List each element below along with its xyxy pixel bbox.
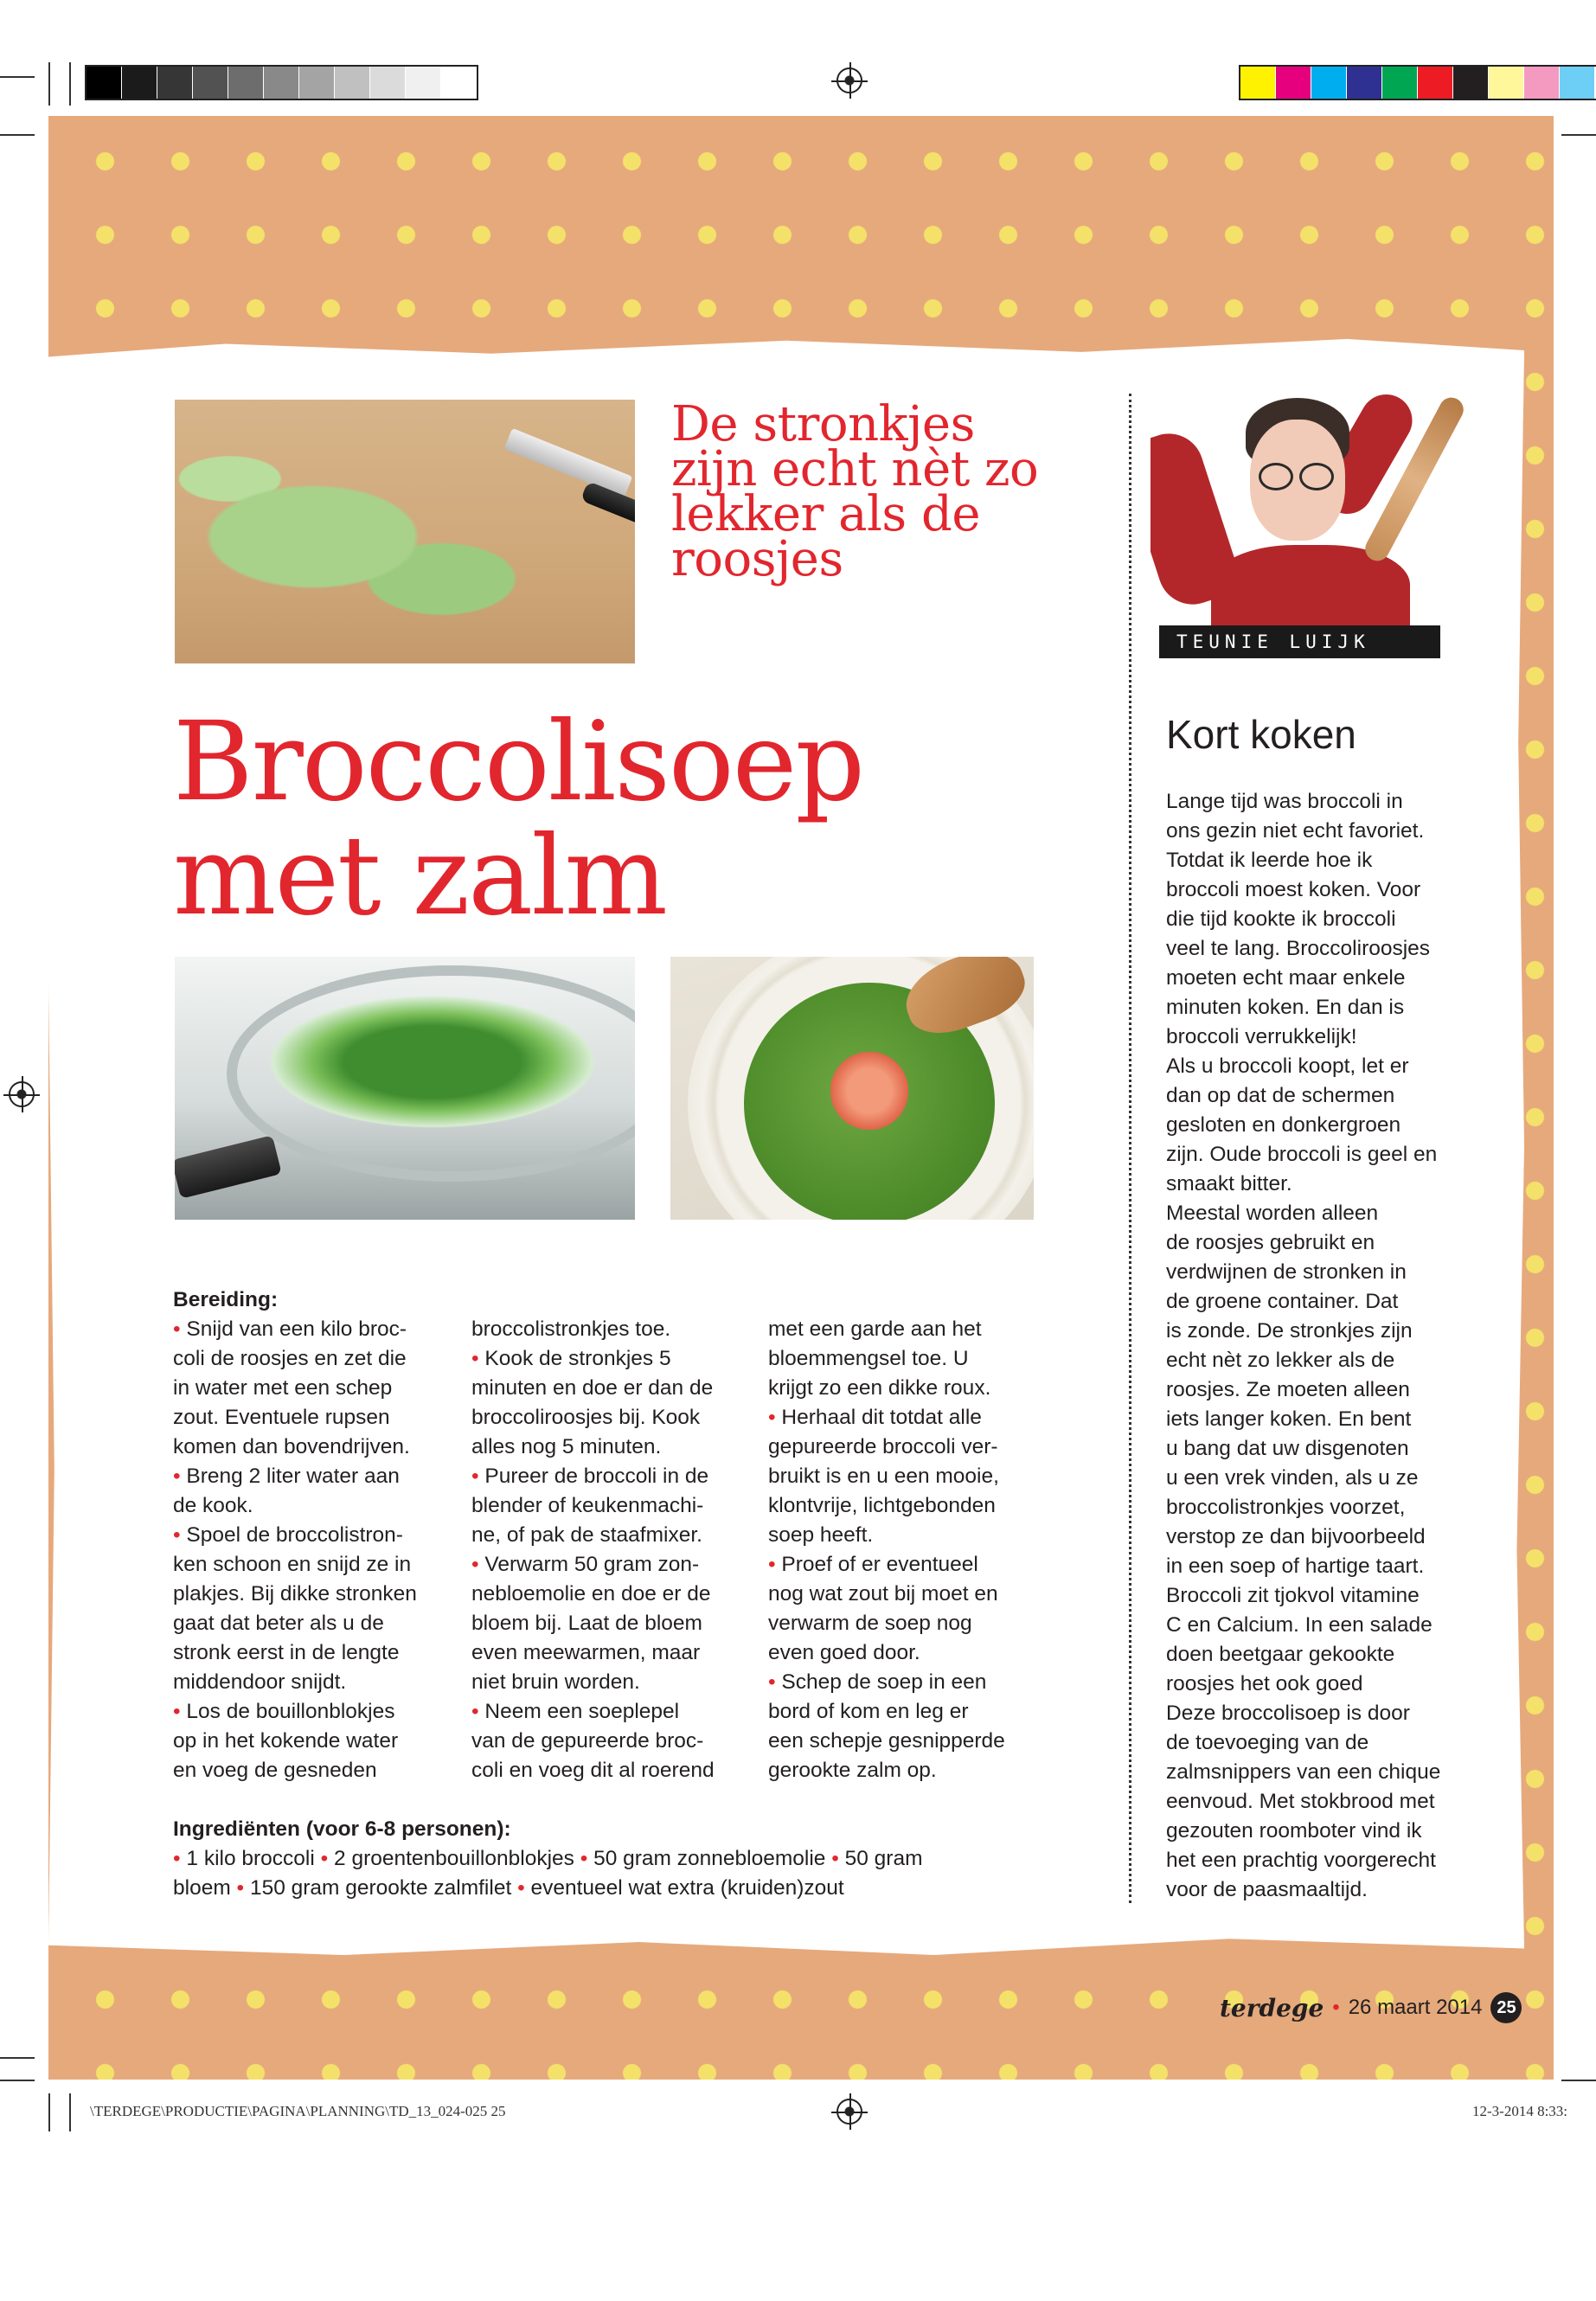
- column-line: is zonde. De stronkjes zijn: [1166, 1319, 1413, 1343]
- line-text: verwarm de soep nog: [768, 1612, 972, 1635]
- preparation-line: [768, 1697, 1005, 1727]
- column-line: verstop ze dan bijvoorbeeld: [1166, 1525, 1426, 1548]
- grey-swatch: [122, 67, 157, 99]
- preparation-column: [768, 1315, 1005, 1785]
- bullet-icon: •: [471, 1700, 485, 1723]
- preparation-line: [471, 1491, 715, 1521]
- preparation-line: [768, 1638, 1005, 1668]
- line-text: Verwarm 50 gram zon-: [484, 1553, 700, 1576]
- column-line: de roosjes gebruikt en: [1166, 1231, 1375, 1254]
- line-text: 150 gram gerookte zalmfilet: [249, 1876, 518, 1900]
- color-swatch: [1276, 67, 1311, 99]
- preparation-line: [173, 1697, 417, 1727]
- registration-mark-icon: [836, 2099, 862, 2125]
- preparation-line: [768, 1580, 1005, 1609]
- column-line: het een prachtig voorgerecht: [1166, 1849, 1436, 1872]
- preparation-line: [471, 1462, 715, 1491]
- article-title-line: met zalm: [173, 812, 667, 939]
- line-text: Neem een soeplepel: [484, 1700, 680, 1723]
- line-text: een schepje gesnipperde: [768, 1729, 1005, 1753]
- author-credit-bar: TEUNIE LUIJK: [1159, 625, 1440, 658]
- salmon-garnish-icon: [830, 1052, 908, 1130]
- preparation-line: [471, 1638, 715, 1668]
- preparation-column: [173, 1315, 417, 1785]
- preparation-line: [768, 1374, 1005, 1403]
- broccoli-pot-photo: [175, 957, 635, 1220]
- crop-mark: [0, 2057, 35, 2059]
- line-text: krijgt zo een dikke roux.: [768, 1376, 991, 1400]
- line-text: Pureer de broccoli in de: [484, 1465, 709, 1488]
- line-text: op in het kokende water: [173, 1729, 399, 1753]
- line-text: van de gepureerde broc-: [471, 1729, 704, 1753]
- color-swatch: [1240, 67, 1276, 99]
- preparation-line: [471, 1609, 715, 1638]
- line-text: Herhaal dit totdat alle: [781, 1406, 982, 1429]
- column-line: doen beetgaar gekookte: [1166, 1643, 1395, 1666]
- line-text: alles nog 5 minuten.: [471, 1435, 662, 1458]
- registration-mark-icon: [836, 67, 862, 93]
- article-title-line: Broccolisoep: [173, 698, 864, 825]
- color-swatch: [1453, 67, 1489, 99]
- preparation-line: [173, 1374, 417, 1403]
- pot-rim-icon: [227, 965, 635, 1182]
- line-text: plakjes. Bij dikke stronken: [173, 1582, 417, 1606]
- column-line: in een soep of hartige taart.: [1166, 1554, 1425, 1578]
- preparation-line: [173, 1315, 417, 1344]
- pull-quote-line: lekker als de: [671, 486, 980, 542]
- column-line: verdwijnen de stronken in: [1166, 1260, 1407, 1284]
- grey-swatch: [406, 67, 441, 99]
- color-swatch: [1311, 67, 1347, 99]
- bullet-icon: •: [517, 1876, 531, 1900]
- grey-swatch: [157, 67, 193, 99]
- bullet-icon: •: [831, 1847, 845, 1870]
- preparation-line: [768, 1315, 1005, 1344]
- grey-swatch: [193, 67, 228, 99]
- article-title: [173, 698, 864, 939]
- preparation-line: [173, 1668, 417, 1697]
- line-text: bloem bij. Laat de bloem: [471, 1612, 702, 1635]
- line-text: nebloemolie en doe er de: [471, 1582, 711, 1606]
- issue-date: 26 maart 2014: [1348, 1996, 1483, 2019]
- color-swatch: [1418, 67, 1453, 99]
- line-text: stronk eerst in de lengte: [173, 1641, 400, 1664]
- preparation-line: [471, 1668, 715, 1697]
- line-text: nog wat zout bij moet en: [768, 1582, 998, 1606]
- column-line: eenvoud. Met stokbrood met: [1166, 1790, 1435, 1813]
- column-line: ons gezin niet echt favoriet.: [1166, 819, 1425, 843]
- preparation-line: [471, 1697, 715, 1727]
- bullet-icon: •: [471, 1347, 485, 1370]
- line-text: bruikt is en u een mooie,: [768, 1465, 999, 1488]
- line-text: de kook.: [173, 1494, 253, 1517]
- line-text: Kook de stronkjes 5: [484, 1347, 671, 1370]
- line-text: Snijd van een kilo broc-: [186, 1317, 407, 1341]
- author-portrait-photo: [1151, 381, 1479, 631]
- line-text: Schep de soep in een: [781, 1670, 987, 1694]
- bullet-icon: •: [173, 1700, 187, 1723]
- pull-quote-line: roosjes: [671, 531, 843, 587]
- line-text: in water met een schep: [173, 1376, 393, 1400]
- preparation-line: [768, 1491, 1005, 1521]
- preparation-line: [768, 1521, 1005, 1550]
- bullet-icon: •: [768, 1553, 782, 1576]
- preparation-line: [768, 1403, 1005, 1433]
- preparation-line: [173, 1580, 417, 1609]
- column-line: roosjes het ook goed: [1166, 1672, 1363, 1695]
- line-text: blender of keukenmachi-: [471, 1494, 704, 1517]
- magazine-logo: terdege: [1220, 1993, 1324, 2022]
- grey-swatch: [87, 67, 122, 99]
- line-text: coli de roosjes en zet die: [173, 1347, 407, 1370]
- column-line: Lange tijd was broccoli in: [1166, 790, 1403, 813]
- page-footer: [1220, 1992, 1522, 2023]
- line-text: middendoor snijdt.: [173, 1670, 347, 1694]
- column-line: Als u broccoli koopt, let er: [1166, 1054, 1409, 1078]
- page-number-badge: 25: [1490, 1992, 1522, 2023]
- line-text: broccolistronkjes toe.: [471, 1317, 671, 1341]
- ingredients-list: [173, 1844, 923, 1903]
- column-line: broccolistronkjes voorzet,: [1166, 1496, 1406, 1519]
- pot-handle-icon: [175, 1135, 282, 1199]
- preparation-line: [173, 1609, 417, 1638]
- bullet-icon: •: [768, 1670, 782, 1694]
- line-text: eventueel wat extra (kruiden)zout: [530, 1876, 844, 1900]
- preparation-line: [173, 1462, 417, 1491]
- column-line: Totdat ik leerde hoe ik: [1166, 849, 1373, 872]
- column-line: zalmsnippers van een chique: [1166, 1760, 1441, 1784]
- grey-color-bar: [85, 65, 478, 100]
- preparation-line: [173, 1550, 417, 1580]
- line-text: niet bruin worden.: [471, 1670, 640, 1694]
- pull-quote-line: De stronkjes: [671, 396, 975, 452]
- registration-mark-icon: [9, 1081, 35, 1107]
- column-body: [1166, 787, 1440, 1905]
- ingredients-line: [173, 1874, 923, 1903]
- column-line: de toevoeging van de: [1166, 1731, 1369, 1754]
- glasses-icon: [1259, 463, 1293, 490]
- line-text: Proef of er eventueel: [781, 1553, 978, 1576]
- column-line: die tijd kookte ik broccoli: [1166, 907, 1396, 931]
- line-text: 50 gram zonnebloemolie: [593, 1847, 832, 1870]
- ingredients-label: Ingrediënten (voor 6-8 personen):: [173, 1817, 511, 1841]
- preparation-line: [768, 1433, 1005, 1462]
- preparation-column: [471, 1315, 715, 1785]
- bullet-icon: •: [768, 1406, 782, 1429]
- preparation-line: [471, 1315, 715, 1344]
- column-divider: [1129, 394, 1131, 1903]
- grey-swatch: [441, 67, 477, 99]
- preparation-line: [471, 1756, 715, 1785]
- preparation-line: [768, 1727, 1005, 1756]
- color-swatch: [1347, 67, 1382, 99]
- line-text: broccoliroosjes bij. Kook: [471, 1406, 701, 1429]
- preparation-line: [471, 1403, 715, 1433]
- slug-line-right: 12-3-2014 8:33:: [1472, 2103, 1568, 2119]
- preparation-line: [471, 1580, 715, 1609]
- line-text: ken schoon en snijd ze in: [173, 1553, 412, 1576]
- column-line: de groene container. Dat: [1166, 1290, 1399, 1313]
- crop-mark: [0, 134, 35, 136]
- column-title: Kort koken: [1166, 712, 1356, 757]
- column-line: u bang dat uw disgenoten: [1166, 1437, 1409, 1460]
- preparation-line: [471, 1521, 715, 1550]
- column-line: Meestal worden alleen: [1166, 1202, 1379, 1225]
- column-line: u een vrek vinden, als u ze: [1166, 1466, 1419, 1490]
- line-text: Breng 2 liter water aan: [186, 1465, 400, 1488]
- preparation-line: [768, 1609, 1005, 1638]
- bullet-icon: •: [236, 1876, 250, 1900]
- grey-swatch: [228, 67, 264, 99]
- grey-swatch: [335, 67, 370, 99]
- column-line: Broccoli zit tjokvol vitamine: [1166, 1584, 1420, 1607]
- line-text: bloemmengsel toe. U: [768, 1347, 969, 1370]
- line-text: gaat dat beter als u de: [173, 1612, 384, 1635]
- column-line: broccoli moest koken. Voor: [1166, 878, 1421, 901]
- color-swatch: [1560, 67, 1595, 99]
- color-swatch: [1382, 67, 1418, 99]
- line-text: even goed door.: [768, 1641, 920, 1664]
- crop-mark: [0, 76, 35, 78]
- knife-icon: [504, 428, 633, 497]
- pull-quote-line: zijn echt nèt zo: [671, 441, 1039, 497]
- preparation-line: [173, 1521, 417, 1550]
- glasses-icon: [1299, 463, 1334, 490]
- line-text: Los de bouillonblokjes: [186, 1700, 395, 1723]
- bullet-icon: •: [173, 1523, 187, 1547]
- preparation-line: [173, 1344, 417, 1374]
- line-text: soep heeft.: [768, 1523, 874, 1547]
- preparation-line: [173, 1756, 417, 1785]
- column-line: moeten echt maar enkele: [1166, 966, 1406, 990]
- column-line: gesloten en donkergroen: [1166, 1113, 1401, 1137]
- column-line: echt nèt zo lekker als de: [1166, 1349, 1395, 1372]
- color-swatch: [1489, 67, 1524, 99]
- column-line: Deze broccolisoep is door: [1166, 1702, 1410, 1725]
- color-swatch: [1524, 67, 1560, 99]
- preparation-line: [173, 1433, 417, 1462]
- preparation-line: [471, 1727, 715, 1756]
- line-text: bloem: [173, 1876, 237, 1900]
- broccoli-stems-photo: [175, 400, 635, 663]
- crop-mark: [69, 62, 71, 106]
- crop-mark: [0, 2080, 35, 2081]
- line-text: even meewarmen, maar: [471, 1641, 701, 1664]
- grey-swatch: [264, 67, 299, 99]
- footer-separator: •: [1332, 1996, 1340, 2019]
- pull-quote: [671, 396, 1039, 587]
- column-line: roosjes. Ze moeten alleen: [1166, 1378, 1410, 1401]
- bullet-icon: •: [471, 1553, 485, 1576]
- preparation-line: [768, 1668, 1005, 1697]
- preparation-line: [173, 1403, 417, 1433]
- line-text: gepureerde broccoli ver-: [768, 1435, 998, 1458]
- grey-swatch: [299, 67, 335, 99]
- line-text: komen dan bovendrijven.: [173, 1435, 410, 1458]
- preparation-line: [471, 1550, 715, 1580]
- line-text: en voeg de gesneden: [173, 1759, 377, 1782]
- preparation-line: [768, 1756, 1005, 1785]
- column-line: gezouten roomboter vind ik: [1166, 1819, 1422, 1843]
- column-line: broccoli verrukkelijk!: [1166, 1025, 1357, 1048]
- column-line: dan op dat de schermen: [1166, 1084, 1395, 1107]
- ingredients-line: [173, 1844, 923, 1874]
- preparation-line: [173, 1638, 417, 1668]
- crop-mark: [1561, 134, 1596, 136]
- preparation-label: Bereiding:: [173, 1288, 279, 1311]
- slug-line-left: \TERDEGE\PRODUCTIE\PAGINA\PLANNING\TD_13_024-025 25: [90, 2103, 506, 2119]
- author-arm: [1151, 425, 1245, 613]
- line-text: ne, of pak de staafmixer.: [471, 1523, 702, 1547]
- line-text: zout. Eventuele rupsen: [173, 1406, 390, 1429]
- line-text: coli en voeg dit al roerend: [471, 1759, 715, 1782]
- line-text: 2 groentenbouillonblokjes: [334, 1847, 580, 1870]
- column-line: C en Calcium. In een salade: [1166, 1613, 1433, 1637]
- preparation-line: [173, 1727, 417, 1756]
- column-line: minuten koken. En dan is: [1166, 996, 1405, 1019]
- line-text: met een garde aan het: [768, 1317, 982, 1341]
- line-text: gerookte zalm op.: [768, 1759, 937, 1782]
- line-text: Spoel de broccolistron-: [186, 1523, 403, 1547]
- bullet-icon: •: [173, 1465, 187, 1488]
- crop-mark: [69, 2093, 71, 2131]
- line-text: klontvrije, lichtgebonden: [768, 1494, 996, 1517]
- preparation-line: [471, 1433, 715, 1462]
- preparation-line: [768, 1550, 1005, 1580]
- bullet-icon: •: [580, 1847, 594, 1870]
- preparation-line: [173, 1491, 417, 1521]
- preparation-line: [768, 1462, 1005, 1491]
- preparation-line: [471, 1344, 715, 1374]
- preparation-line: [471, 1374, 715, 1403]
- crop-mark: [48, 2093, 50, 2131]
- bullet-icon: •: [173, 1847, 187, 1870]
- line-text: bord of kom en leg er: [768, 1700, 969, 1723]
- column-line: voor de paasmaaltijd.: [1166, 1878, 1368, 1901]
- preparation-line: [768, 1344, 1005, 1374]
- bullet-icon: •: [471, 1465, 485, 1488]
- column-line: iets langer koken. En bent: [1166, 1407, 1412, 1431]
- grey-swatch: [370, 67, 406, 99]
- crop-mark: [1561, 2080, 1596, 2081]
- line-text: 1 kilo broccoli: [186, 1847, 321, 1870]
- bullet-icon: •: [173, 1317, 187, 1341]
- line-text: minuten en doe er dan de: [471, 1376, 714, 1400]
- column-line: smaakt bitter.: [1166, 1172, 1292, 1195]
- crop-mark: [48, 62, 50, 106]
- line-text: 50 gram: [844, 1847, 923, 1870]
- bullet-icon: •: [320, 1847, 335, 1870]
- process-color-bar: [1239, 65, 1596, 100]
- column-line: veel te lang. Broccoliroosjes: [1166, 937, 1431, 960]
- column-line: zijn. Oude broccoli is geel en: [1166, 1143, 1438, 1166]
- broccoli-soup-photo: [670, 957, 1034, 1220]
